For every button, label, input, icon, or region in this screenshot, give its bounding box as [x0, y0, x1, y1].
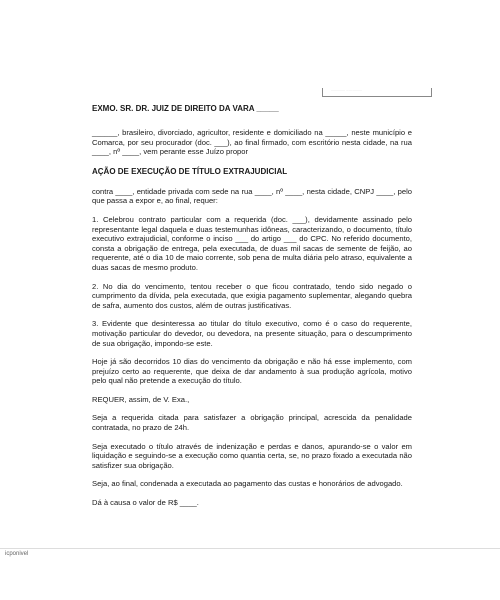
against-paragraph: contra ____, entidade privada com sede na rua ____, nº ____, nesta cidade, CNPJ ____, pelo que passa a expor e, ao final, requer: — [92, 186, 412, 206]
header-box — [322, 88, 432, 97]
days-paragraph: Hoje já são decorridos 10 dias do vencimento da obrigação e não há esse implemento, com prejuízo certo ao requerente, que deixa de dar andamento à sua produção agrícola, motivo pelo qual não pretende a execução do título. — [92, 357, 412, 386]
item-3-paragraph: 3. Evidente que desinteressa ao titular do título executivo, como é o caso do requerente, motivação particular do devedor, ou devedora, na presente situação, para o descumprimento de sua obrigação, impondo-se este. — [92, 319, 412, 348]
header-box-text: .............. ............... — [331, 88, 363, 92]
petition-heading: EXMO. SR. DR. JUIZ DE DIREITO DA VARA _____ — [92, 104, 279, 113]
intro-paragraph: ______, brasileiro, divorciado, agricultor, residente e domiciliado na _____, neste município e Comarca, por seu procurador (doc. ___), ao final firmado, com escritório nesta cidade, na rua ____, nº ____, vem perante esse Juízo propor — [92, 128, 412, 157]
value-paragraph: Dá à causa o valor de R$ ____. — [92, 498, 199, 508]
request-1-paragraph: Seja a requerida citada para satisfazer a obrigação principal, acrescida da penalidade contratada, no prazo de 24h. — [92, 413, 412, 433]
request-paragraph: REQUER, assim, de V. Exa., — [92, 394, 190, 404]
request-2-paragraph: Seja executado o título através de indenização e perdas e danos, apurando-se o valor em liquidação e seguindo-se a execução como quantia certa, se, no prazo fixado a executada não satisfizer sua obrigação. — [92, 441, 412, 470]
footer-label: icponivel — [5, 551, 29, 557]
item-2-paragraph: 2. No dia do vencimento, tentou receber o que ficou contratado, tendo sido negado o cumprimento da dívida, pela executada, que exigia pagamento suplementar, alegando quebra de safra, aumento dos custos, além de outras justificativas. — [92, 281, 412, 310]
petition-body — [92, 104, 412, 508]
request-3-paragraph: Seja, ao final, condenada a executada ao pagamento das custas e honorários de advogado. — [92, 479, 403, 489]
item-1-paragraph: 1. Celebrou contrato particular com a requerida (doc. ___), devidamente assinado pelo representante legal daquela e duas testemunhas idôneas, caracterizando, o documento, título executivo extrajudicial, conforme o inciso ___ do artigo ___ do CPC. No referido documento, consta a obrigação de entrega, pela executada, de duas mil sacas de semente de feijão, ao requerente, até o dia 10 de maio corrente, sob pena de multa diária pelo atraso, equivalente a duas sacas de mesmo produto. — [92, 214, 412, 272]
action-title: AÇÃO DE EXECUÇÃO DE TÍTULO EXTRAJUDICIAL — [92, 166, 288, 176]
footer-divider — [0, 548, 500, 549]
